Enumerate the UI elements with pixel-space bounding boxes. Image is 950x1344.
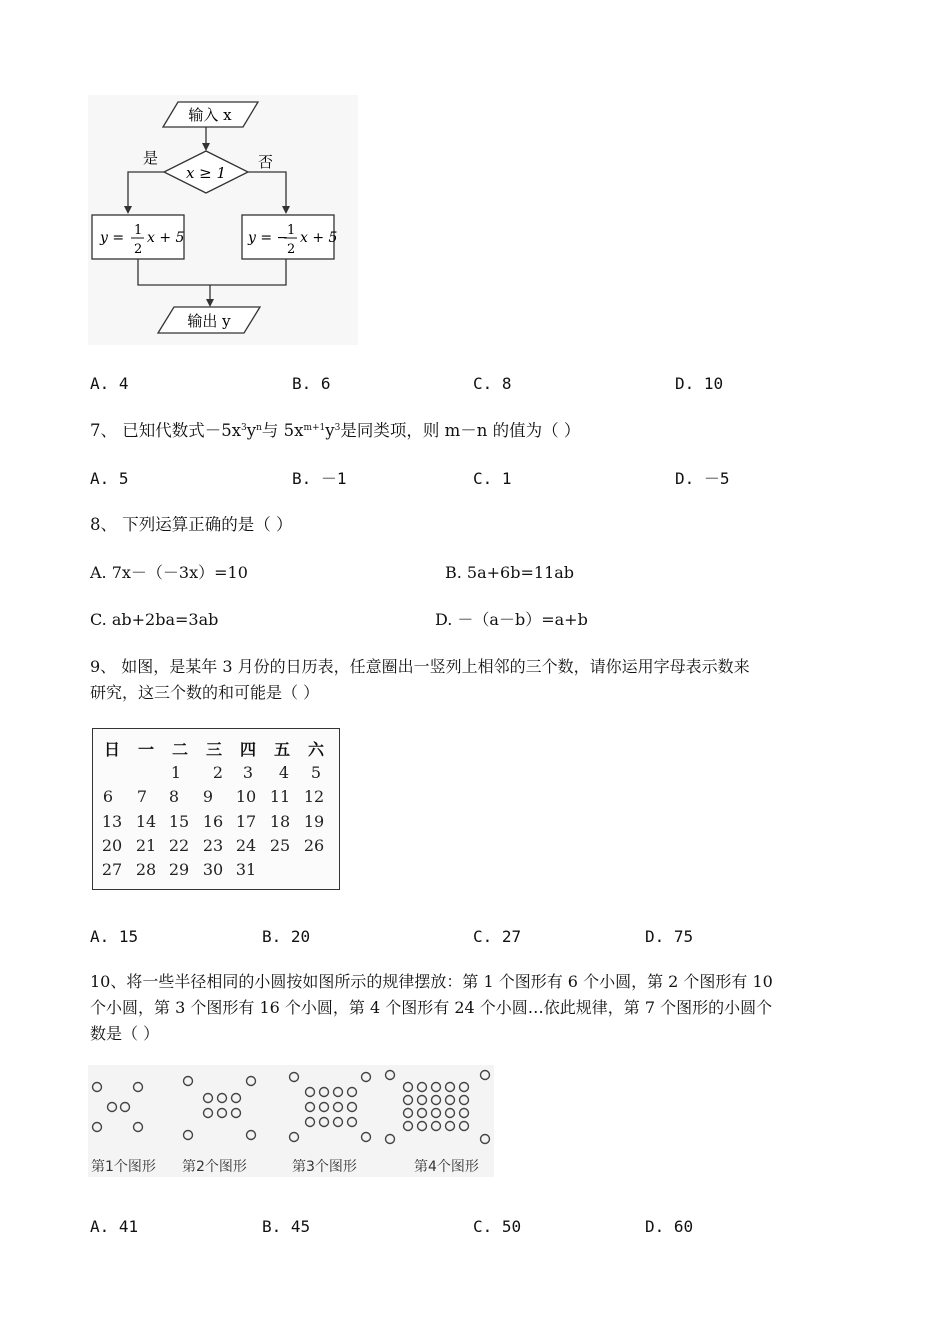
calendar-head-cell: 日 bbox=[103, 740, 120, 759]
flowchart bbox=[88, 95, 358, 345]
fig-label-4: 第4个图形 bbox=[414, 1159, 479, 1175]
svg-text:y = −: y = − bbox=[248, 230, 289, 246]
calendar-head-cell: 二 bbox=[171, 740, 188, 759]
q8-option-d[interactable]: D. －（a－b）=a+b bbox=[435, 610, 588, 629]
q9-option-b[interactable]: B. 20 bbox=[262, 927, 311, 946]
fig-label-3: 第3个图形 bbox=[292, 1159, 357, 1175]
flow-condition-text: x ≥ 1 bbox=[185, 164, 227, 182]
flow-input-text: 输入 x bbox=[188, 106, 232, 124]
calendar-head-cell: 五 bbox=[273, 740, 290, 759]
q10-option-b[interactable]: B. 45 bbox=[262, 1217, 311, 1236]
q7-option-d[interactable]: D. －5 bbox=[675, 469, 730, 488]
q10-stem-line2: 个小圆，第 3 个图形有 16 个小圆，第 4 个图形有 24 个小圆…依此规律，第 7 个图形的小圆个 bbox=[90, 998, 773, 1017]
fig-label-1: 第1个图形 bbox=[91, 1159, 156, 1175]
svg-text:1: 1 bbox=[287, 223, 296, 238]
q9-option-c[interactable]: C. 27 bbox=[473, 927, 522, 946]
flow-no-label: 否 bbox=[258, 153, 274, 171]
calendar-table: 日 一 二 三 四 五 六 1 2 3 4 5 6 7 8 9 10 11 12 13 14 15 16 17 18 19 20 21 22 23 24 25 26 27 28 29 30 31 bbox=[92, 728, 340, 890]
svg-text:1: 1 bbox=[134, 223, 143, 238]
q6-option-c[interactable]: C. 8 bbox=[473, 374, 512, 393]
svg-text:y =: y = bbox=[100, 230, 125, 246]
svg-text:x + 5: x + 5 bbox=[300, 230, 338, 246]
q8-option-b[interactable]: B. 5a+6b=11ab bbox=[445, 563, 575, 582]
q9-option-a[interactable]: A. 15 bbox=[90, 927, 139, 946]
q7-option-c[interactable]: C. 1 bbox=[473, 469, 512, 488]
calendar-head-cell: 一 bbox=[137, 740, 154, 759]
circle-pattern-figure bbox=[88, 1065, 494, 1177]
q7-option-b[interactable]: B. －1 bbox=[292, 469, 347, 488]
q6-option-a[interactable]: A. 4 bbox=[90, 374, 129, 393]
svg-text:x + 5: x + 5 bbox=[147, 230, 185, 246]
svg-text:2: 2 bbox=[287, 242, 296, 257]
calendar-head-cell: 六 bbox=[307, 740, 324, 759]
q10-option-a[interactable]: A. 41 bbox=[90, 1217, 139, 1236]
q10-option-d[interactable]: D. 60 bbox=[645, 1217, 694, 1236]
q9-option-d[interactable]: D. 75 bbox=[645, 927, 694, 946]
flow-yes-label: 是 bbox=[143, 149, 159, 167]
q10-option-c[interactable]: C. 50 bbox=[473, 1217, 522, 1236]
q10-stem-line3: 数是（ ） bbox=[90, 1024, 160, 1043]
q6-option-b[interactable]: B. 6 bbox=[292, 374, 331, 393]
q8-option-c[interactable]: C. ab+2ba=3ab bbox=[90, 610, 219, 629]
q7-stem: 7、 已知代数式$-5x^3y^n$与 $5x^{m+1}y^3$是同类项，则 m－n 的值为（ ） bbox=[90, 421, 581, 440]
q6-option-d[interactable]: D. 10 bbox=[675, 374, 724, 393]
q7-option-a[interactable]: A. 5 bbox=[90, 469, 129, 488]
q8-stem: 8、 下列运算正确的是（ ） bbox=[90, 515, 293, 534]
svg-text:2: 2 bbox=[134, 242, 143, 257]
fig-label-2: 第2个图形 bbox=[182, 1159, 247, 1175]
q10-stem-line1: 10、将一些半径相同的小圆按如图所示的规律摆放：第 1 个图形有 6 个小圆，第 2 个图形有 10 bbox=[90, 972, 773, 991]
q9-stem-line2: 研究，这三个数的和可能是（ ） bbox=[90, 683, 320, 702]
q9-stem-line1: 9、 如图，是某年 3 月份的日历表，任意圈出一竖列上相邻的三个数，请你运用字母表示数来 bbox=[90, 657, 750, 676]
flow-output-text: 输出 y bbox=[187, 312, 231, 330]
q8-option-a[interactable]: A. 7x－（－3x）=10 bbox=[90, 563, 248, 582]
calendar-head-cell: 四 bbox=[239, 740, 256, 759]
calendar-head-cell: 三 bbox=[205, 740, 222, 759]
